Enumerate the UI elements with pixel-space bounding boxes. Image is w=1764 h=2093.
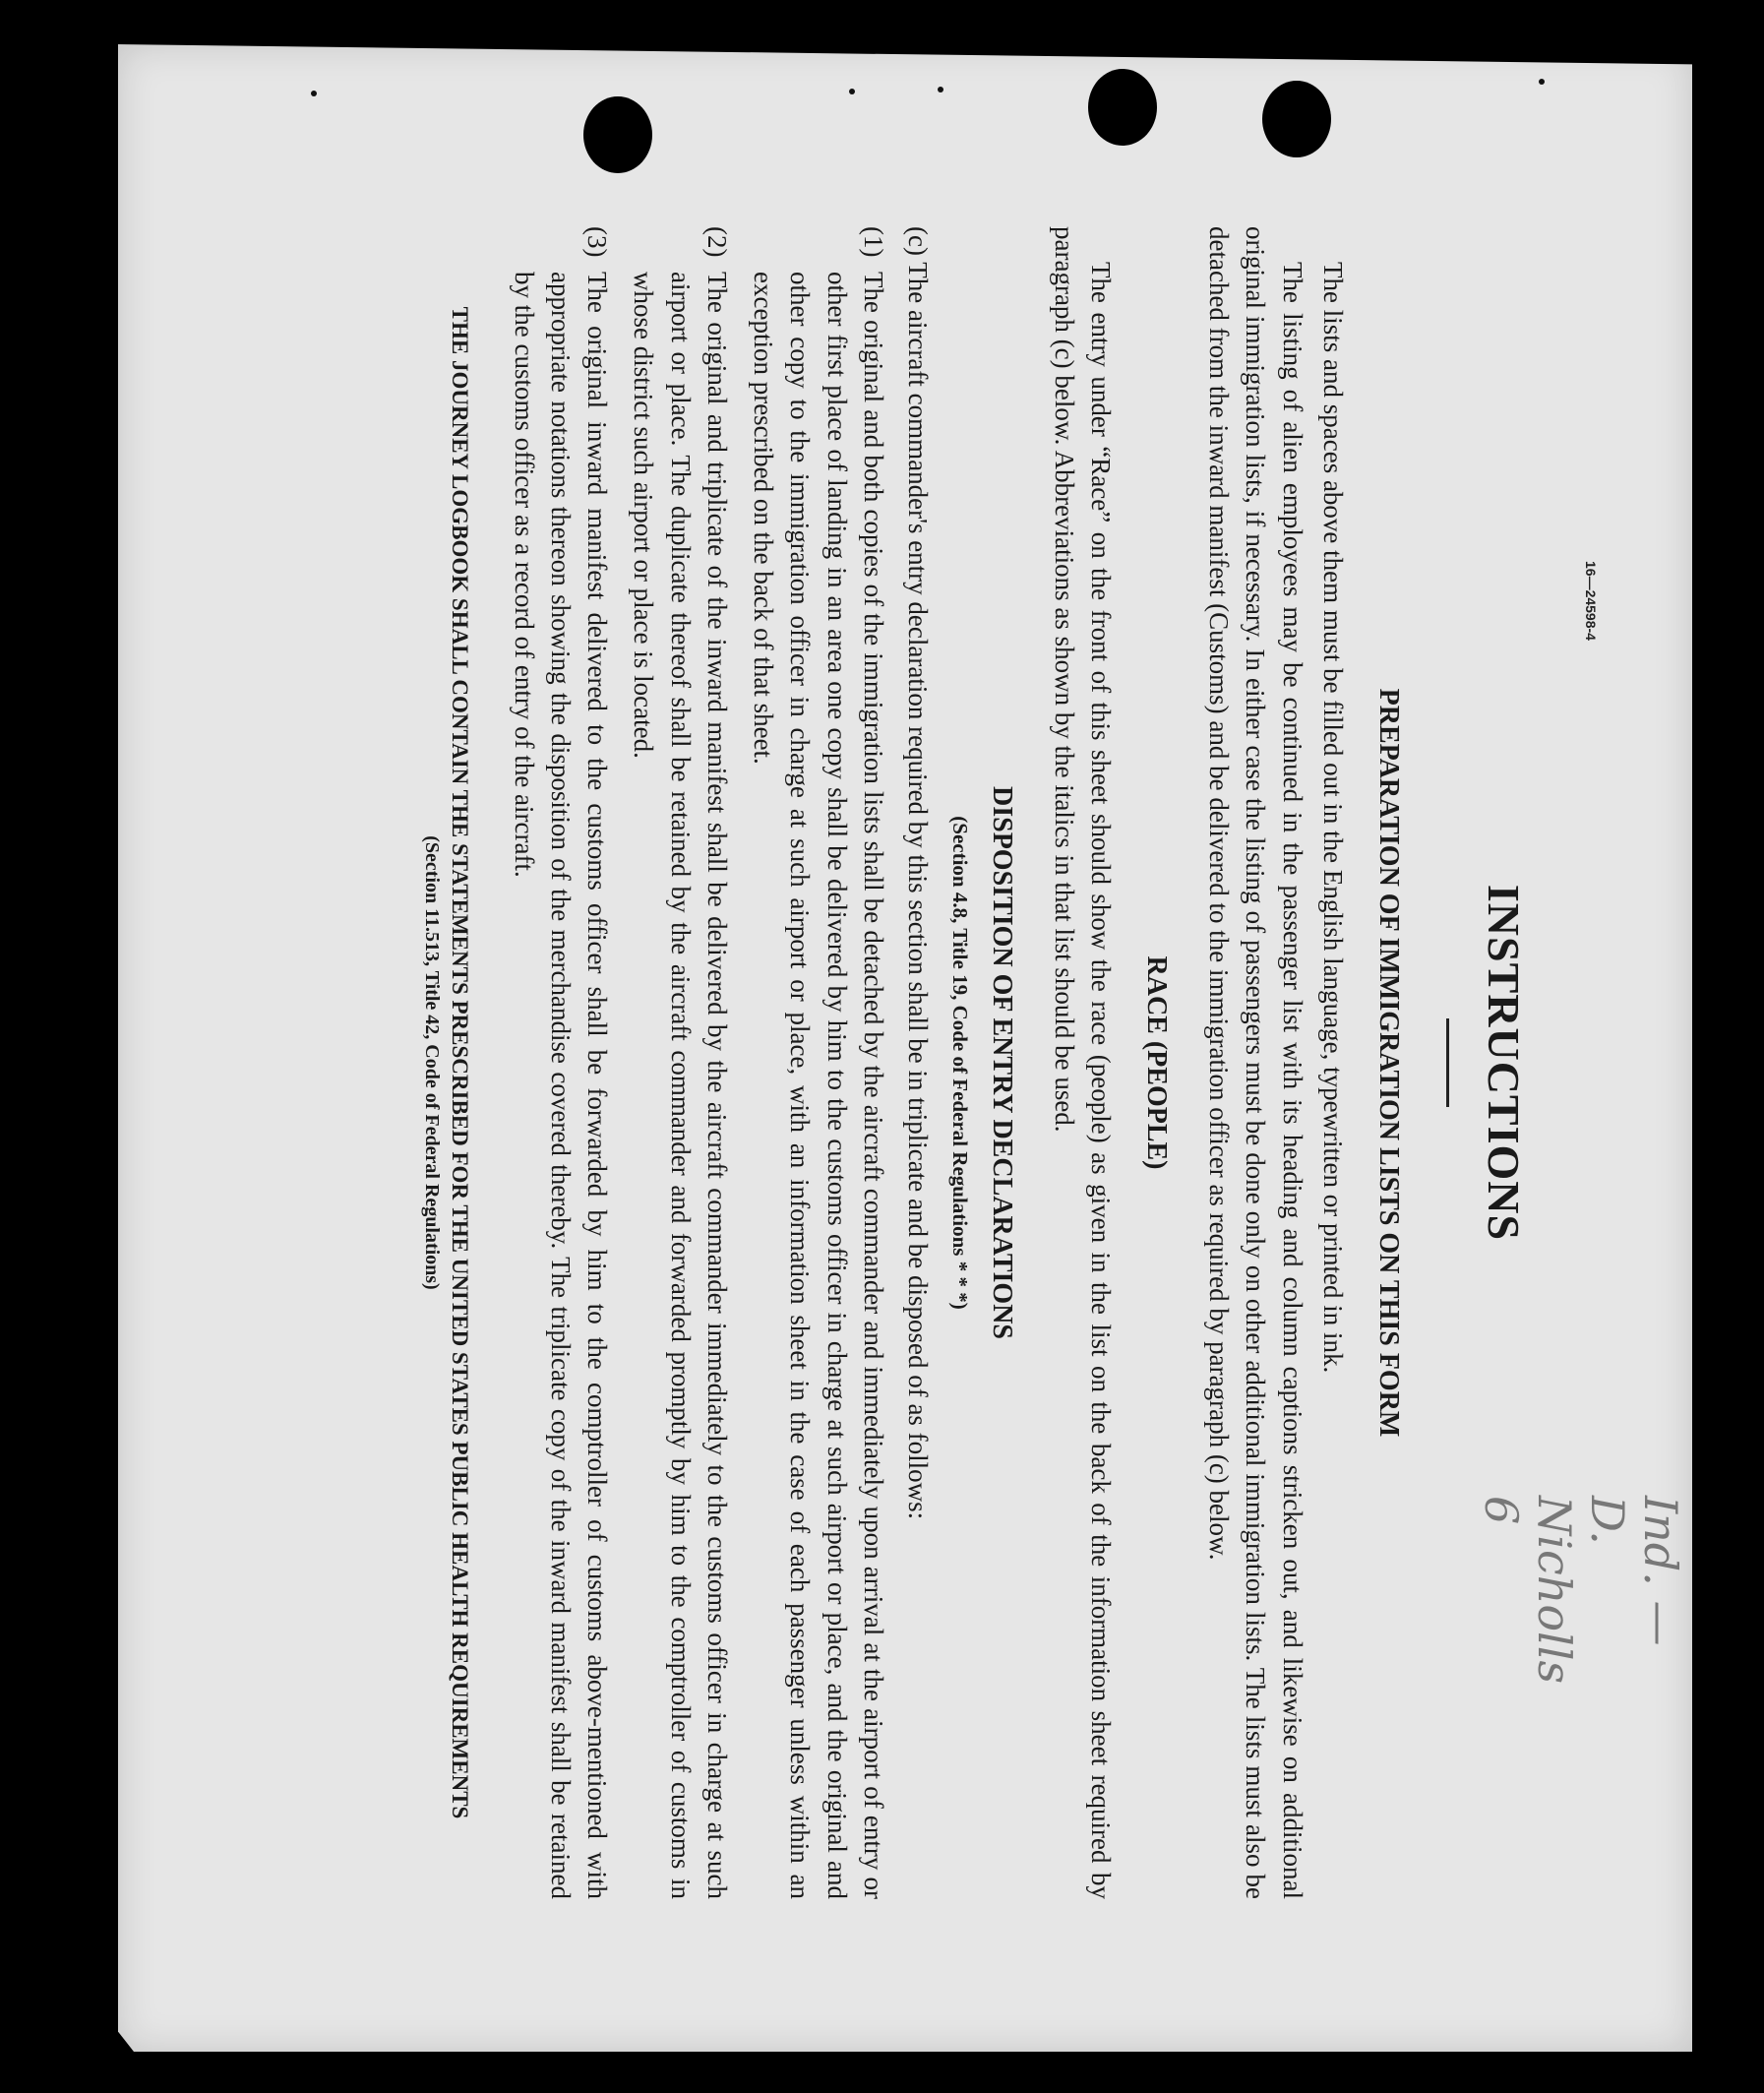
title-rule xyxy=(1446,1018,1449,1107)
list-item-number: (2) xyxy=(701,226,732,258)
list-item-text: The original and triplicate of the inward manifest shall be delivered by the aircraft commander immediately to the customs officer in charge at such airport or place. The duplicate thereof shall be retained by the aircraft commander and forwarded promptly by him to the comptroller of customs in whose district such airport or place is located. xyxy=(629,272,732,1899)
speck xyxy=(311,91,317,96)
paragraph: The listing of alien employees may be continued in the passenger list with its heading and column captions stricken out, and likewise on additional original immigration lists, if necessary. In either case the listing of passengers must be done only on other additional immigration lists. The lists must also be detached from the inward manifest (Customs) and be delivered to the immigration officer as required by paragraph (c) below. xyxy=(1204,226,1308,1899)
list-item-number: (1) xyxy=(858,226,888,258)
paragraph: The lists and spaces above them must be filled out in the English language, typewritten or printed in ink. xyxy=(1317,262,1348,1374)
section-heading-race: RACE (PEOPLE) xyxy=(1140,955,1172,1170)
section-heading-disposition: DISPOSITION OF ENTRY DECLARATIONS xyxy=(986,786,1017,1339)
paragraph: The entry under “Race” on the front of this sheet should show the race (people) as given in the list on the back of the information sheet required by paragraph (c) below. Abbreviations as shown by the italics in that list should be used. xyxy=(1050,226,1117,1899)
form-number: 16—24598-4 xyxy=(1583,561,1599,641)
paragraph: (c) The aircraft commander's entry declaration required by this section shall be in triplicate and be disposed of as follows: xyxy=(903,226,934,1520)
section-heading-preparation: PREPARATION OF IMMIGRATION LISTS ON THIS FORM xyxy=(1372,688,1404,1438)
handwritten-note: Ind. — D. Nicholls 6 xyxy=(1475,1496,1687,1685)
list-item-number: (3) xyxy=(582,226,613,258)
list-item xyxy=(505,226,615,1899)
footer-statement: THE JOURNEY LOGBOOK SHALL CONTAIN THE STATEMENTS PRESCRIBED FOR THE UNITED STATES PUBLIC HEALTH REQUIREMENTS xyxy=(448,306,473,1819)
section-citation: (Section 4.8, Title 19, Code of Federal Regulations * * *) xyxy=(948,816,973,1310)
page-title: INSTRUCTIONS xyxy=(1479,884,1529,1242)
list-item-text: The original inward manifest delivered to the customs officer shall be forwarded by him to the comptroller of customs above-mentioned with appropriate notations thereon showing the disposition of the merchandise covered thereby. The triplicate copy of the inward manifest shall be retained by the customs officer as a record of entry of the aircraft. xyxy=(509,272,613,1899)
punch-hole xyxy=(1262,81,1331,157)
punch-hole xyxy=(583,96,652,173)
speck xyxy=(938,87,943,92)
list-item-text: The original and both copies of the immigration lists shall be detached by the aircraft commander and immediately upon arrival at the airport of entry or other first place of landing in an area one copy shall be delivered by him to the customs officer in charge at such airport or place, and the original and other copy to the immigration officer in charge at such airport or place, with an information sheet in the case of each passenger unless within an exception prescribed on the back of that sheet. xyxy=(749,272,888,1899)
page-content xyxy=(177,226,1535,1899)
speck xyxy=(1539,79,1545,85)
punch-hole xyxy=(1088,69,1157,146)
speck xyxy=(849,89,855,94)
footer-citation: (Section 11.513, Title 42, Code of Federal Regulations) xyxy=(420,835,443,1290)
list-item xyxy=(625,226,735,1899)
list-item xyxy=(745,226,891,1899)
